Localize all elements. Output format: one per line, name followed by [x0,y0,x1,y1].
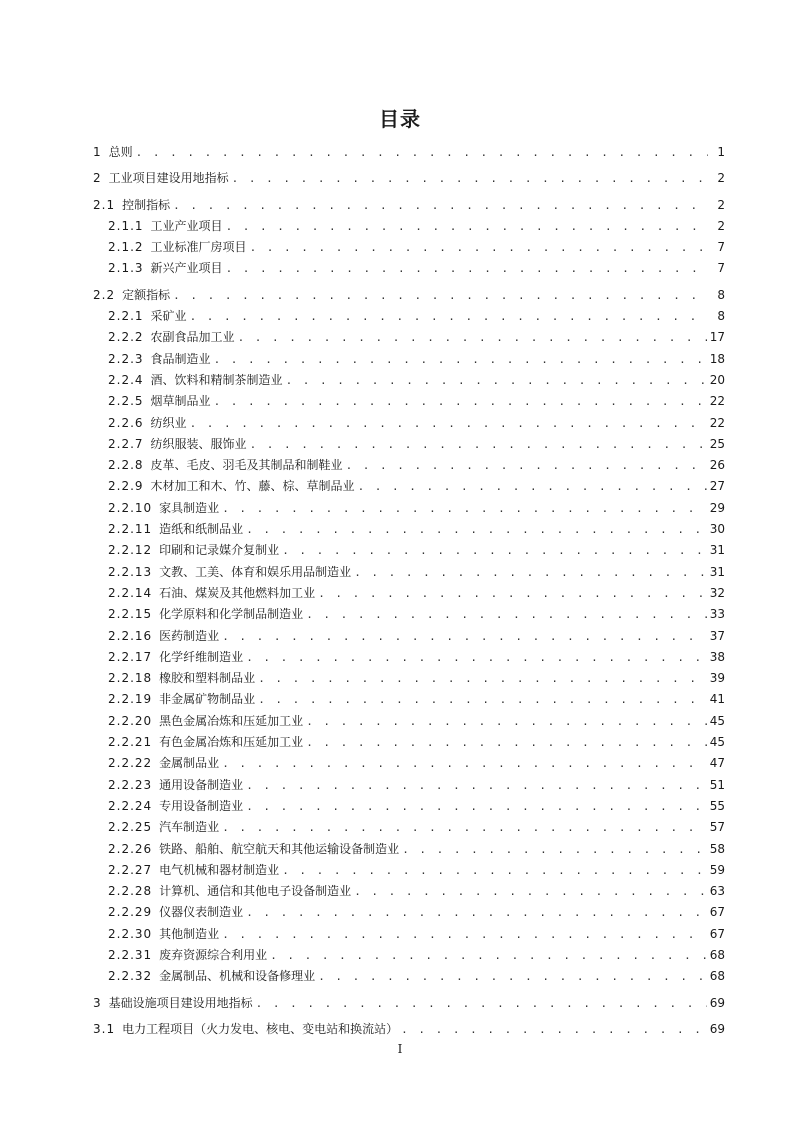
toc-entry-page: 30 [709,522,725,537]
toc-entry-title: 农副食品加工业 [150,330,235,345]
toc-entry[interactable] [93,541,725,562]
toc-entry-title: 印刷和记录媒介复制业 [159,543,280,558]
toc-entry-title: 其他制造业 [159,926,220,941]
toc-entry-title: 造纸和纸制品业 [159,522,244,537]
toc-entry-title: 木材加工和木、竹、藤、棕、草制品业 [150,479,355,494]
toc-dot-leader [173,289,708,302]
toc-entry-page: 59 [709,862,725,877]
toc-entry[interactable] [93,307,725,328]
toc-entry-number: 2.2.26 [108,841,153,856]
toc-entry-number: 2.2.17 [108,649,153,664]
toc-entry[interactable] [93,669,725,690]
toc-dot-leader [214,395,707,408]
toc-entry-page: 7 [717,240,725,255]
toc-dot-leader [226,262,708,275]
toc-entry[interactable] [93,840,725,861]
toc-entry-number: 2.2.6 [108,415,144,430]
toc-entry-page: 45 [709,735,725,750]
toc-entry-number: 2.2.15 [108,607,153,622]
toc-entry-number: 2.1.2 [108,240,144,255]
toc-dot-leader [402,843,707,856]
toc-entry-page: 18 [709,351,725,366]
toc-dot-leader [232,172,708,185]
toc-entry-title: 通用设备制造业 [159,777,244,792]
toc-entry-page: 45 [709,713,725,728]
toc-entry-number: 2.2.5 [108,394,144,409]
toc-dot-leader [401,1023,707,1036]
toc-dot-leader [282,544,707,557]
toc-entry-title: 废弃资源综合利用业 [159,947,268,962]
toc-entry[interactable] [93,1020,725,1041]
toc-entry-page: 68 [709,969,725,984]
toc-entry[interactable] [93,818,725,839]
toc-entry-number: 2.2.22 [108,756,153,771]
toc-entry-title: 基础设施项目建设用地指标 [108,995,253,1010]
toc-entry-page: 57 [709,820,725,835]
toc-entry-page: 67 [709,926,725,941]
toc-entry-title: 仪器仪表制造业 [159,905,244,920]
toc-entry-number: 2.2.8 [108,458,144,473]
toc-entry-page: 55 [709,798,725,813]
toc-entry[interactable] [93,776,725,797]
toc-entry-number: 2.2.3 [108,351,144,366]
toc-entry-number: 2.2.29 [108,905,153,920]
toc-dot-leader [246,523,707,536]
toc-entry-page: 31 [709,564,725,579]
toc-entry-title: 工业标准厂房项目 [150,240,247,255]
toc-entry-title: 工业项目建设用地指标 [108,171,229,186]
toc-entry-page: 2 [717,218,725,233]
toc-entry-number: 2.2.25 [108,820,153,835]
toc-entry-page: 67 [709,905,725,920]
toc-entry[interactable] [93,925,725,946]
toc-dot-leader [246,800,707,813]
toc-entry-title: 皮革、毛皮、羽毛及其制品和制鞋业 [150,458,343,473]
toc-dot-leader [222,502,707,515]
toc-entry-number: 2.2 [93,287,116,302]
toc-entry-number: 2.2.14 [108,585,153,600]
toc-entry[interactable] [93,967,725,988]
toc-entry-title: 新兴产业项目 [150,261,223,276]
toc-dot-leader [246,906,707,919]
toc-entry-number: 3.1 [93,1021,116,1036]
toc-entry[interactable] [93,712,725,733]
toc-entry-page: 7 [717,261,725,276]
toc-entry-page: 22 [709,415,725,430]
toc-entry-page: 31 [709,543,725,558]
toc-entry[interactable] [93,456,725,477]
toc-entry-number: 2.2.19 [108,692,153,707]
toc-entry-number: 2.2.1 [108,309,144,324]
toc-dot-leader [226,220,708,233]
toc-entry-title: 纺织服装、服饰业 [150,436,247,451]
toc-dot-leader [306,715,707,728]
toc-entry-number: 2.1 [93,197,116,212]
toc-dot-leader [282,864,707,877]
page-number-footer: I [397,1042,403,1056]
toc-entry-number: 2.2.12 [108,543,153,558]
toc-entry[interactable] [93,414,725,435]
page-title: 目录 [379,107,421,131]
toc-entry-page: 27 [709,479,725,494]
toc-dot-leader [306,608,707,621]
toc-entry-number: 2.2.9 [108,479,144,494]
toc-entry[interactable] [93,861,725,882]
toc-entry[interactable] [93,499,725,520]
toc-entry-title: 总则 [108,145,133,159]
toc-entry-number: 2.2.23 [108,777,153,792]
toc-dot-leader [136,146,708,159]
toc-entry-page: 8 [717,309,725,324]
toc-entry-number: 2.2.13 [108,564,153,579]
toc-entry[interactable] [93,797,725,818]
toc-entry-page: 8 [717,287,725,302]
toc-entry[interactable] [93,169,725,190]
toc-entry[interactable] [93,328,725,349]
toc-entry-title: 电气机械和器材制造业 [159,862,280,877]
toc-entry[interactable] [93,648,725,669]
toc-entry-page: 69 [709,995,725,1010]
toc-entry-page: 51 [709,777,725,792]
toc-entry-title: 纺织业 [150,415,187,430]
toc-entry[interactable] [93,217,725,238]
toc-entry[interactable] [93,350,725,371]
toc-dot-leader [238,331,707,344]
toc-entry-number: 2.2.20 [108,713,153,728]
toc-dot-leader [258,693,707,706]
toc-dot-leader [190,417,707,430]
toc-entry-page: 39 [709,671,725,686]
toc-entry-number: 2.2.28 [108,884,153,899]
toc-entry-title: 控制指标 [122,197,171,212]
toc-entry[interactable] [93,196,725,217]
toc-dot-leader [258,672,707,685]
toc-entry-title: 橡胶和塑料制品业 [159,671,256,686]
toc-entry[interactable] [93,994,725,1015]
toc-entry-title: 有色金属冶炼和压延加工业 [159,735,304,750]
toc-entry-number: 2.2.11 [108,522,153,537]
toc-entry-title: 烟草制品业 [150,394,211,409]
toc-dot-leader [222,928,707,941]
toc-entry-number: 2.2.16 [108,628,153,643]
toc-entry[interactable] [93,563,725,584]
toc-entry-title: 文教、工美、体育和娱乐用品制造业 [159,564,352,579]
toc-dot-leader [318,970,707,983]
toc-entry[interactable] [93,605,725,626]
toc-entry-page: 37 [709,628,725,643]
toc-dot-leader [346,459,707,472]
toc-entry-title: 定额指标 [122,287,171,302]
toc-entry[interactable] [93,286,725,307]
toc-entry-page: 1 [717,145,725,159]
toc-dot-leader [246,779,707,792]
toc-dot-leader [318,587,707,600]
toc-entry-number: 2.2.4 [108,372,144,387]
toc-dot-leader [222,630,707,643]
toc-dot-leader [270,949,707,962]
toc-entry-page: 29 [709,500,725,515]
toc-entry-page: 2 [717,197,725,212]
toc-entry-title: 电力工程项目（火力发电、核电、变电站和换流站） [122,1021,399,1036]
toc-entry-page: 38 [709,649,725,664]
toc-entry[interactable] [93,392,725,413]
toc-entry[interactable] [93,435,725,456]
toc-entry-title: 金属制品业 [159,756,220,771]
toc-dot-leader [246,651,707,664]
toc-entry-title: 石油、煤炭及其他燃料加工业 [159,585,316,600]
toc-entry-page: 41 [709,692,725,707]
toc-entry[interactable] [93,371,725,392]
toc-dot-leader [222,821,707,834]
toc-entry[interactable] [93,477,725,498]
toc-entry-number: 2.2.18 [108,671,153,686]
toc-entry-title: 铁路、船舶、航空航天和其他运输设备制造业 [159,841,400,856]
toc-entry[interactable] [93,882,725,903]
toc-entry-page: 63 [709,884,725,899]
toc-dot-leader [250,241,708,254]
toc-entry-title: 计算机、通信和其他电子设备制造业 [159,884,352,899]
toc-entry-title: 食品制造业 [150,351,211,366]
toc-entry-title: 汽车制造业 [159,820,220,835]
toc-entry-title: 专用设备制造业 [159,798,244,813]
toc-entry-page: 25 [709,436,725,451]
toc-entry[interactable] [93,520,725,541]
toc-dot-leader [222,757,707,770]
toc-entry-title: 化学纤维制造业 [159,649,244,664]
toc-dot-leader [354,885,707,898]
toc-dot-leader [354,566,707,579]
toc-entry-number: 2.2.24 [108,798,153,813]
toc-entry[interactable] [93,733,725,754]
toc-entry-number: 2.1.1 [108,218,144,233]
toc-dot-leader [358,480,707,493]
toc-entry-title: 家具制造业 [159,500,220,515]
toc-entry-page: 26 [709,458,725,473]
toc-entry[interactable] [93,903,725,924]
toc-dot-leader [286,374,707,387]
toc-entry-number: 1 [93,145,102,159]
toc-entry-number: 2.2.2 [108,330,144,345]
toc-entry-number: 2.2.10 [108,500,153,515]
toc-entry-number: 2.2.32 [108,969,153,984]
toc-entry-number: 3 [93,995,102,1010]
toc-entry-number: 2.2.7 [108,436,144,451]
toc-entry-number: 2.2.31 [108,947,153,962]
toc-entry-page: 33 [709,607,725,622]
toc-entry[interactable] [93,946,725,967]
toc-entry-page: 58 [709,841,725,856]
toc-entry-title: 工业产业项目 [150,218,223,233]
toc-dot-leader [173,199,708,212]
toc-entry[interactable] [93,259,725,280]
toc-entry-page: 20 [709,372,725,387]
toc-entry-title: 化学原料和化学制品制造业 [159,607,304,622]
toc-entry-number: 2 [93,171,102,186]
toc-entry[interactable] [93,143,725,164]
toc-entry-page: 2 [717,171,725,186]
toc-entry[interactable] [93,238,725,259]
toc-entry[interactable] [93,754,725,775]
toc-entry-title: 酒、饮料和精制茶制造业 [150,372,283,387]
toc-entry-number: 2.2.30 [108,926,153,941]
table-of-contents [93,143,725,1041]
toc-entry-page: 69 [709,1021,725,1036]
toc-dot-leader [306,736,707,749]
toc-dot-leader [190,310,708,323]
toc-entry-title: 采矿业 [150,309,187,324]
toc-dot-leader [256,997,707,1010]
toc-entry-page: 68 [709,947,725,962]
toc-dot-leader [250,438,707,451]
toc-dot-leader [214,353,707,366]
toc-entry-page: 22 [709,394,725,409]
toc-entry-title: 金属制品、机械和设备修理业 [159,969,316,984]
toc-entry-number: 2.1.3 [108,261,144,276]
toc-entry-number: 2.2.27 [108,862,153,877]
toc-entry[interactable] [93,584,725,605]
toc-entry-page: 17 [709,330,725,345]
toc-entry-title: 医药制造业 [159,628,220,643]
toc-entry-title: 非金属矿物制品业 [159,692,256,707]
toc-entry[interactable] [93,690,725,711]
toc-entry-title: 黑色金属冶炼和压延加工业 [159,713,304,728]
toc-entry-page: 32 [709,585,725,600]
toc-entry-number: 2.2.21 [108,735,153,750]
toc-entry-page: 47 [709,756,725,771]
toc-entry[interactable] [93,627,725,648]
